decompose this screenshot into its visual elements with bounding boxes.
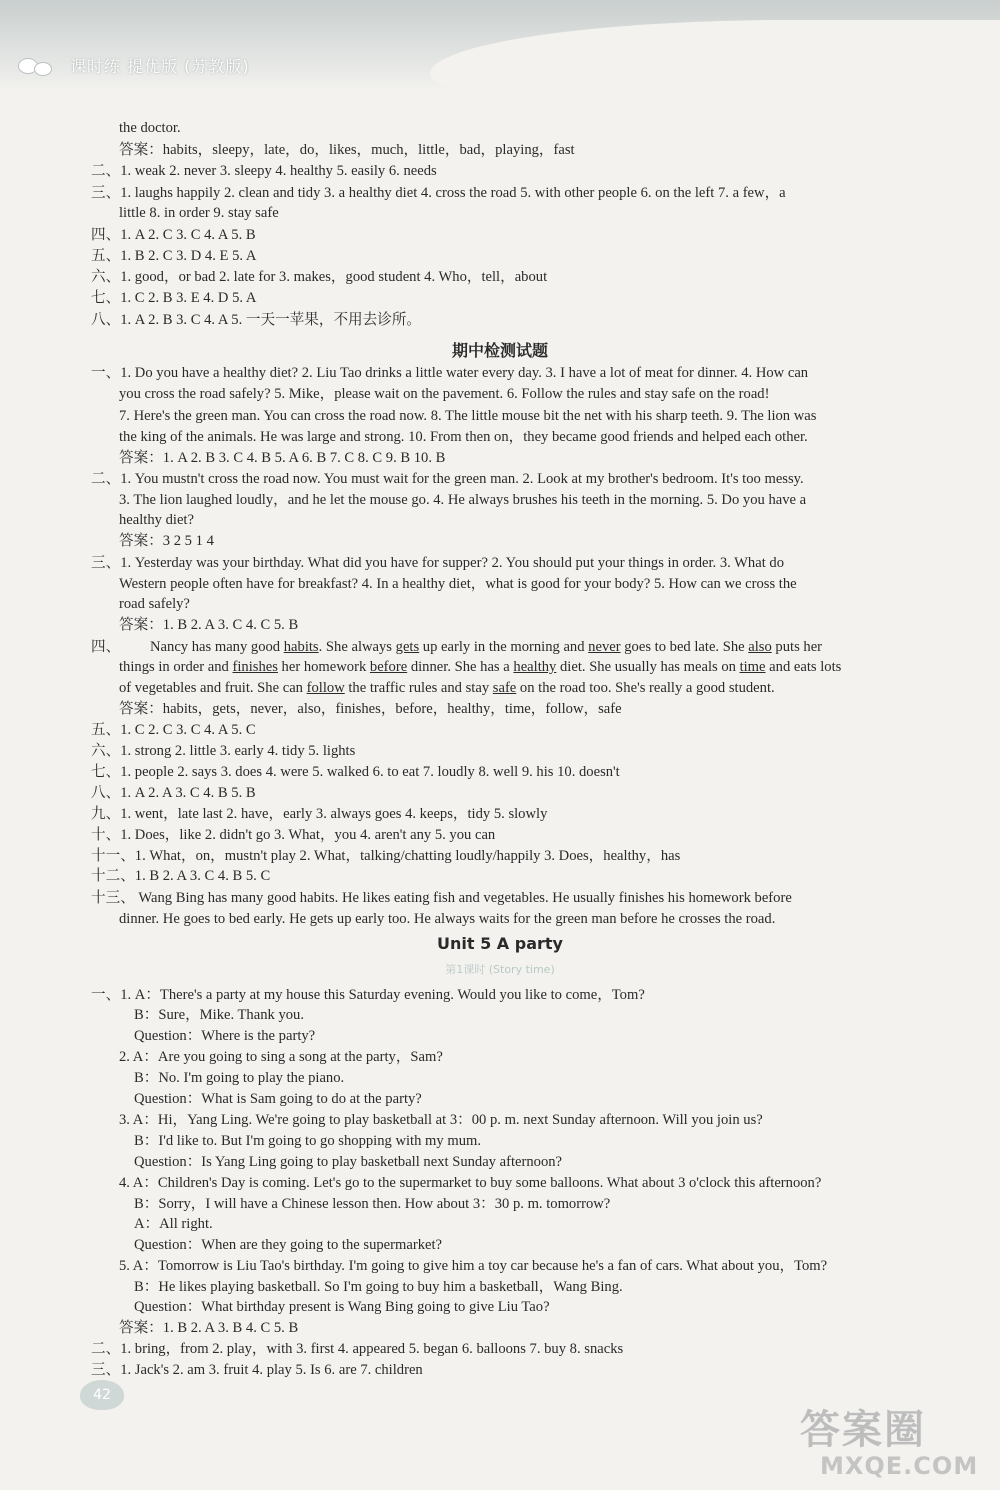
underlined-word: follow bbox=[306, 680, 345, 696]
brand-text: 课时练 提优版 (苏教版) bbox=[70, 56, 250, 76]
text-line: 七、1. C 2. B 3. E 4. D 5. A bbox=[91, 290, 257, 306]
text-line: dinner. He goes to bed early. He gets up early too. He always waits for the green man before he crosses the road. bbox=[119, 911, 776, 927]
text-line: 三、1. laughs happily 2. clean and tidy 3. a healthy diet 4. cross the road 5. with other people 6. on the left 7. a few，a bbox=[91, 185, 786, 201]
passage-line: things in order and finishes her homework before dinner. She has a healthy diet. She usually has meals on time and eats lots bbox=[119, 659, 842, 675]
text-line: 三、1. Jack's 2. am 3. fruit 4. play 5. Is 6. are 7. children bbox=[91, 1362, 423, 1378]
text-line: Question：Is Yang Ling going to play basketball next Sunday afternoon? bbox=[134, 1154, 563, 1170]
text-line: little 8. in order 9. stay safe bbox=[119, 205, 279, 221]
answer-line: 答案：habits，sleepy，late，do，likes，much，little，bad，playing，fast bbox=[119, 142, 575, 158]
text-line: 3. The lion laughed loudly，and he let the mouse go. 4. He always brushes his teeth in the morning. 5. Do you have a bbox=[119, 492, 807, 508]
text-line: 2. A：Are you going to sing a song at the party，Sam? bbox=[119, 1049, 443, 1065]
text-line: 四、1. A 2. C 3. C 4. A 5. B bbox=[91, 227, 256, 243]
underlined-word: healthy bbox=[513, 659, 557, 675]
answer-line: 答案：1. B 2. A 3. B 4. C 5. B bbox=[119, 1320, 299, 1336]
text-line: 九、1. went，late last 2. have，early 3. always goes 4. keeps，tidy 5. slowly bbox=[91, 806, 548, 822]
text-line: 五、1. B 2. C 3. D 4. E 5. A bbox=[91, 248, 257, 264]
text-line: 十一、1. What，on，mustn't play 2. What，talking/chatting loudly/happily 3. Does，healthy，has bbox=[91, 848, 681, 864]
text-line: B：Sure，Mike. Thank you. bbox=[134, 1007, 304, 1023]
text-line: 4. A：Children's Day is coming. Let's go to the supermarket to buy some balloons. What about 3 o'clock this afternoon? bbox=[119, 1175, 822, 1191]
watermark bbox=[790, 1398, 990, 1484]
answer-line: 答案：habits，gets，never，also，finishes，before，healthy，time，follow，safe bbox=[119, 701, 622, 717]
section-title: 期中检测试题 bbox=[451, 341, 548, 360]
text-line: 十三、 Wang Bing has many good habits. He likes eating fish and vegetables. He usually finishes his homework before bbox=[91, 890, 792, 906]
text-line: A：All right. bbox=[134, 1216, 213, 1232]
underlined-word: never bbox=[588, 639, 621, 655]
text-line: B：Sorry，I will have a Chinese lesson then. How about 3：30 p. m. tomorrow? bbox=[134, 1196, 611, 1212]
watermark-en: MXQE.COM bbox=[820, 1452, 979, 1480]
answer-line: 答案：1. A 2. B 3. C 4. B 5. A 6. B 7. C 8. C 9. B 10. B bbox=[119, 450, 446, 466]
text-line: 二、1. You mustn't cross the road now. You must wait for the green man. 2. Look at my brother's bedroom. It's too messy. bbox=[91, 471, 804, 487]
text-line: B：I'd like to. But I'm going to go shopping with my mum. bbox=[134, 1133, 482, 1149]
text-line: Question：Where is the party? bbox=[134, 1028, 316, 1044]
underlined-word: safe bbox=[492, 680, 517, 696]
text-line: 十二、1. B 2. A 3. C 4. B 5. C bbox=[91, 868, 271, 884]
answer-line: 答案：3 2 5 1 4 bbox=[119, 533, 214, 549]
text-line: 一、1. A：There's a party at my house this Saturday evening. Would you like to come，Tom? bbox=[91, 987, 645, 1003]
text-line: B：He likes playing basketball. So I'm going to buy him a basketball，Wang Bing. bbox=[134, 1279, 623, 1295]
passage-label: 四、 bbox=[91, 639, 121, 655]
page-number: 42 bbox=[80, 1380, 124, 1410]
text-line: 七、1. people 2. says 3. does 4. were 5. walked 6. to eat 7. loudly 8. well 9. his 10. doesn't bbox=[91, 764, 620, 780]
text-line: healthy diet? bbox=[119, 512, 194, 528]
text-line: 十、1. Does，like 2. didn't go 3. What，you 4. aren't any 5. you can bbox=[91, 827, 496, 843]
text-line: Question：What is Sam going to do at the party? bbox=[134, 1091, 422, 1107]
text-line: 八、1. A 2. A 3. C 4. B 5. B bbox=[91, 785, 256, 801]
underlined-word: gets bbox=[395, 639, 420, 655]
text-line: Western people often have for breakfast? 4. In a healthy diet，what is good for your body? 5. How can we cross the bbox=[119, 576, 797, 592]
underlined-word: habits bbox=[283, 639, 319, 655]
text-line: 3. A：Hi，Yang Ling. We're going to play basketball at 3：00 p. m. next Sunday afternoon. Will you join us? bbox=[119, 1112, 763, 1128]
answer-line: 答案：1. B 2. A 3. C 4. C 5. B bbox=[119, 617, 299, 633]
underlined-word: finishes bbox=[232, 659, 278, 675]
text-line: 五、1. C 2. C 3. C 4. A 5. C bbox=[91, 722, 256, 738]
text-line: 八、1. A 2. B 3. C 4. A 5. 一天一苹果，不用去诊所。 bbox=[91, 312, 422, 328]
underlined-word: time bbox=[739, 659, 766, 675]
text-line: 二、1. weak 2. never 3. sleepy 4. healthy 5. easily 6. needs bbox=[91, 163, 437, 179]
underlined-word: also bbox=[748, 639, 772, 655]
text-line: 二、1. bring，from 2. play，with 3. first 4. appeared 5. began 6. balloons 7. buy 8. snacks bbox=[91, 1341, 624, 1357]
text-line: 7. Here's the green man. You can cross the road now. 8. The little mouse bit the net with his sharp teeth. 9. The lion was bbox=[119, 408, 817, 424]
text-line: 5. A：Tomorrow is Liu Tao's birthday. I'm going to give him a toy car because he's a fan of cars. What about you，Tom? bbox=[119, 1258, 828, 1274]
unit-subtitle: 第1课时 (Story time) bbox=[445, 963, 555, 976]
text-line: 六、1. good，or bad 2. late for 3. makes，good student 4. Who，tell，about bbox=[91, 269, 548, 285]
text-line: 三、1. Yesterday was your birthday. What did you have for supper? 2. You should put your things in order. 3. What do bbox=[91, 555, 784, 571]
text-line: you cross the road safely? 5. Mike，please wait on the pavement. 6. Follow the rules and stay safe on the road! bbox=[119, 386, 770, 402]
underlined-word: before bbox=[369, 659, 408, 675]
watermark-cn: 答案圈 bbox=[800, 1407, 926, 1453]
passage-line: Nancy has many good habits. She always gets up early in the morning and never goes to bed late. She also puts her bbox=[150, 639, 823, 655]
text-line: road safely? bbox=[119, 596, 190, 612]
text-line: the king of the animals. He was large and strong. 10. From then on，they became good friends and helped each other. bbox=[119, 429, 808, 445]
text-line: the doctor. bbox=[119, 120, 181, 136]
text-line: 一、1. Do you have a healthy diet? 2. Liu Tao drinks a little water every day. 3. I have a lot of meat for dinner. 4. How can bbox=[91, 365, 809, 381]
text-line: Question：What birthday present is Wang Bing going to give Liu Tao? bbox=[134, 1299, 550, 1315]
text-line: Question：When are they going to the supermarket? bbox=[134, 1237, 442, 1253]
unit-title: Unit 5 A party bbox=[437, 934, 563, 953]
text-line: 六、1. strong 2. little 3. early 4. tidy 5. lights bbox=[91, 743, 356, 759]
text-line: B：No. I'm going to play the piano. bbox=[134, 1070, 345, 1086]
passage-line: of vegetables and fruit. She can follow the traffic rules and stay safe on the road too. She's really a good student. bbox=[119, 680, 775, 696]
